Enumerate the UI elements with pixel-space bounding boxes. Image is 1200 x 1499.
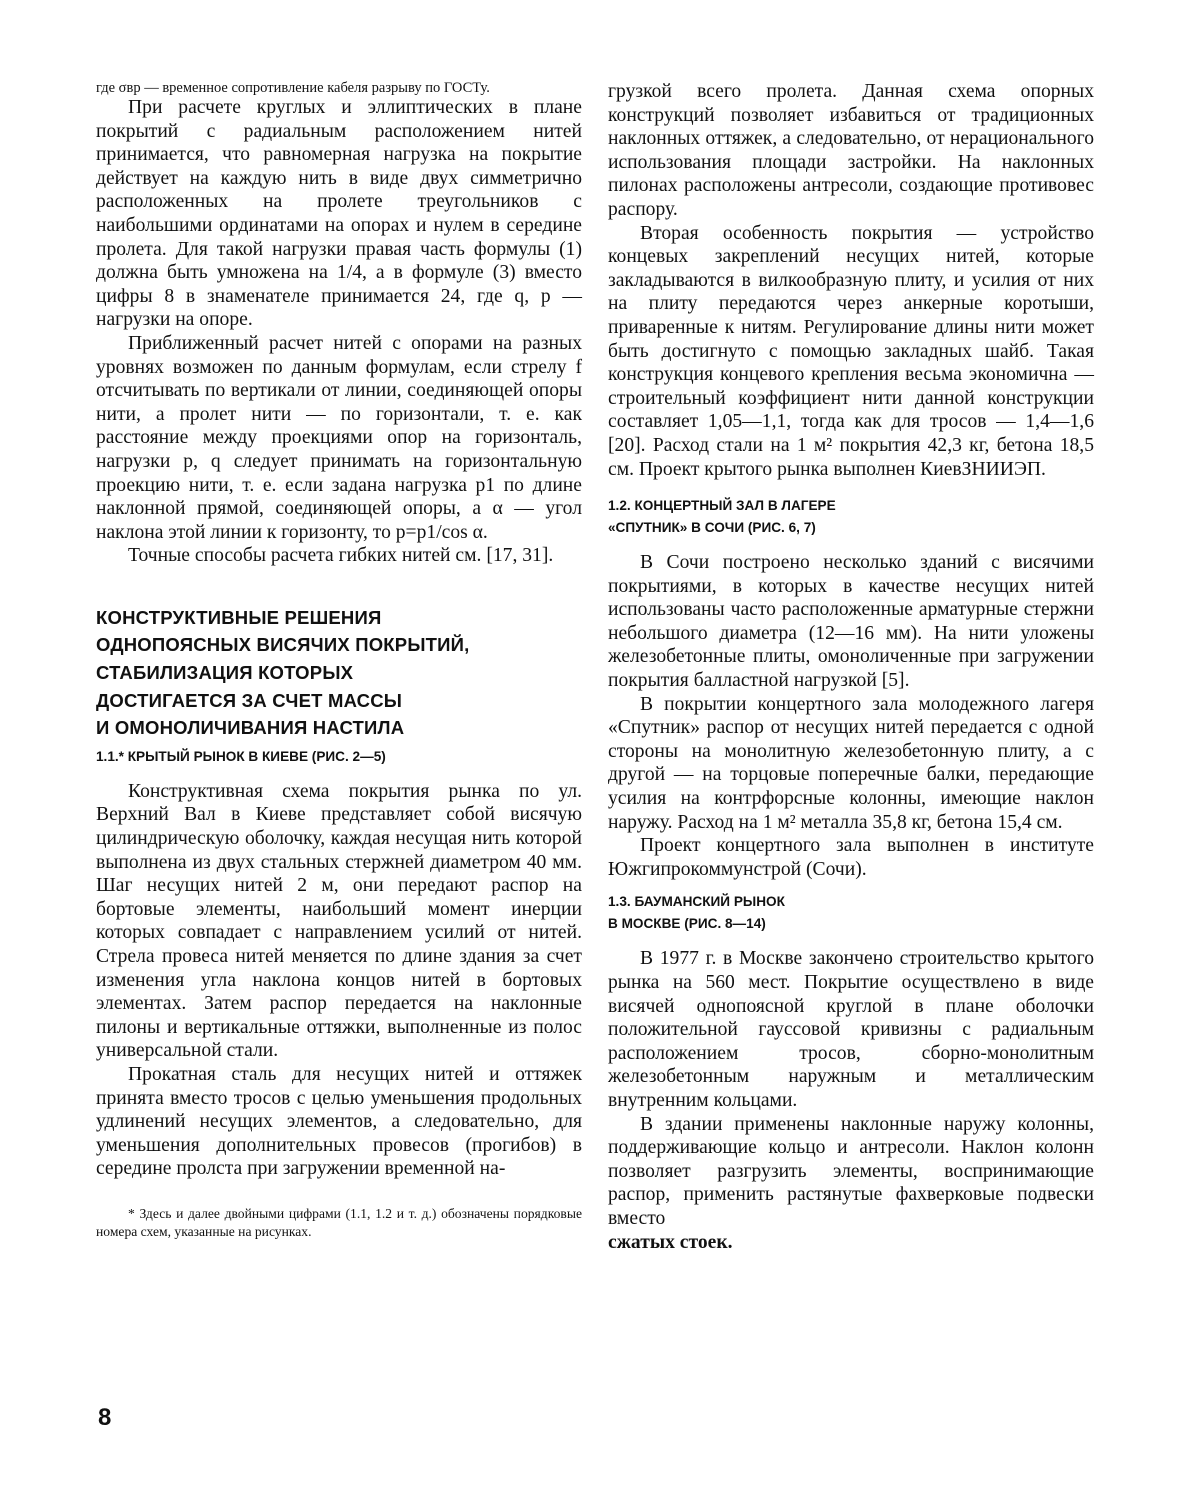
paragraph-end: сжатых стоек.: [608, 1231, 733, 1253]
subsection-heading: 1.3. БАУМАНСКИЙ РЫНОК: [608, 894, 785, 910]
heading-line: ДОСТИГАЕТСЯ ЗА СЧЕТ МАССЫ: [96, 689, 403, 711]
section-heading: [96, 604, 582, 742]
paragraph: В покрытии концертного зала молодежного лагеря «Спутник» распор от несущих нитей передается с одной стороны на монолитную железобетонную плиту, а с другой — на торцовые поперечные балки, передающие усилия на контрфорсные колонны, имеющие наклон наружу. Расход на 1 м² металла 35,8 кг, бетона 15,4 см.: [608, 693, 1094, 833]
paragraph: В здании применены наклонные наружу колонны, поддерживающие кольцо и антресоли. Наклон колонн позволяет разгрузить элементы, воспринимающие распор, применить растянутые фахверковые подвески вместо: [608, 1113, 1094, 1229]
paragraph: грузкой всего пролета. Данная схема опорных конструкций позволяет избавиться от традиционных наклонных оттяжек, а следовательно, от нерационального использования площади застройки. На наклонных пилонах расположены антресоли, создающие противовес распору.: [608, 81, 1094, 220]
subsection-heading: «СПУТНИК» В СОЧИ (РИС. 6, 7): [608, 520, 816, 536]
formula-note: где σвр — временное сопротивление кабеля разрыву по ГОСТу.: [96, 80, 490, 96]
paragraph: Конструктивная схема покрытия рынка по ул. Верхний Вал в Киеве представляет собой висячую цилиндрическую оболочку, каждая несущая нить которой выполнена из двух стальных стержней диаметром 40 мм. Шаг несущих нитей 2 м, они передают распор на бортовые элементы, наибольший момент инерции которых совпадает с направлением усилий от нитей. Стрела провеса нитей меняется по длине здания за счет изменения угла наклона концов нитей в бортовых элементах. Затем распор передается на наклонные пилоны и вертикальные оттяжки, выполненные из полос универсальной стали.: [96, 780, 582, 1062]
subsection-heading: В МОСКВЕ (РИС. 8—14): [608, 916, 766, 932]
right-column: [608, 80, 1094, 1254]
paragraph: Вторая особенность покрытия — устройство концевых закреплений несущих нитей, которые закладываются в вилкообразную плиту, и усилия от них на плиту передаются через анкерные коротыши, приваренные к нитям. Регулирование длины нити может быть достигнуто с помощью закладных шайб. Такая конструкция концевого крепления весьма экономична — строительный коэффициент нити данной конструкции составляет 1,05—1,1, тогда как для тросов — 1,4—1,6 [20]. Расход стали на 1 м² покрытия 42,3 кг, бетона 18,5 см. Проект крытого рынка выполнен КиевЗНИИЭП.: [608, 222, 1094, 480]
paragraph: Проект концертного зала выполнен в институте Южгипрокоммунстрой (Сочи).: [608, 835, 1094, 880]
paragraph: Точные способы расчета гибких нитей см. [17, 31].: [128, 545, 554, 567]
footnote: * Здесь и далее двойными цифрами (1.1, 1.2 и т. д.) обозначены порядковые номера схем, указанные на рисунках.: [96, 1205, 582, 1239]
left-column: [96, 80, 582, 1240]
page-number: 8: [98, 1404, 112, 1431]
heading-line: КОНСТРУКТИВНЫЕ РЕШЕНИЯ: [96, 606, 382, 628]
paragraph: Приближенный расчет нитей с опорами на разных уровнях возможен по данным формулам, если стрелу f отсчитывать по вертикали от линии, соединяющей опоры нити, а пролет нити — по горизонтали, т. е. как расстояние между проекциями опор на горизонталь, нагрузки p, q следует принимать на горизонтальную проекцию нити, т. е. если задана нагрузка p1 по длине наклонной прямой, соединяющей опоры, а α — угол наклона этой линии к горизонту, то p=p1/cos α.: [96, 332, 582, 543]
heading-line: СТАБИЛИЗАЦИЯ КОТОРЫХ: [96, 662, 354, 684]
paragraph: Прокатная сталь для несущих нитей и оттяжек принята вместо тросов с целью уменьшения продольных удлинений несущих элементов, а следовательно, для уменьшения дополнительных провесов (прогибов) в середине пролста при загружении временной на-: [96, 1063, 582, 1180]
subsection-heading: 1.1.* КРЫТЫЙ РЫНОК В КИЕВЕ (РИС. 2—5): [96, 748, 386, 764]
heading-line: ОДНОПОЯСНЫХ ВИСЯЧИХ ПОКРЫТИЙ,: [96, 634, 470, 656]
paragraph: В Сочи построено несколько зданий с висячими покрытиями, в которых в качестве несущих нитей использованы часто расположенные арматурные стержни небольшого диаметра (12—16 мм). На нити уложены железобетонные плиты, омоноличенные при загружении покрытия балластной нагрузкой [5].: [608, 552, 1094, 692]
subsection-heading: 1.2. КОНЦЕРТНЫЙ ЗАЛ В ЛАГЕРЕ: [608, 498, 836, 514]
paragraph: В 1977 г. в Москве закончено строительство крытого рынка на 560 мест. Покрытие осуществлено в виде висячей однопоясной круглой в плане оболочки положительной гауссовой кривизны с радиальным расположением тросов, сборно-монолитным железобетонным наружным и металлическим внутренним кольцами.: [608, 948, 1094, 1111]
heading-line: И ОМОНОЛИЧИВАНИЯ НАСТИЛА: [96, 717, 405, 739]
paragraph: При расчете круглых и эллиптических в плане покрытий с радиальным расположением нитей принимается, что равномерная нагрузка на покрытие действует на каждую нить в виде двух симметрично расположенных на пролете треугольников с наибольшими ординатами на опорах и нулем в середине пролета. Для такой нагрузки правая часть формулы (1) должна быть умножена на 1/4, а в формуле (3) вместо цифры 8 в знаменателе принимается 24, где q, p — нагрузки на опоре.: [96, 97, 582, 331]
